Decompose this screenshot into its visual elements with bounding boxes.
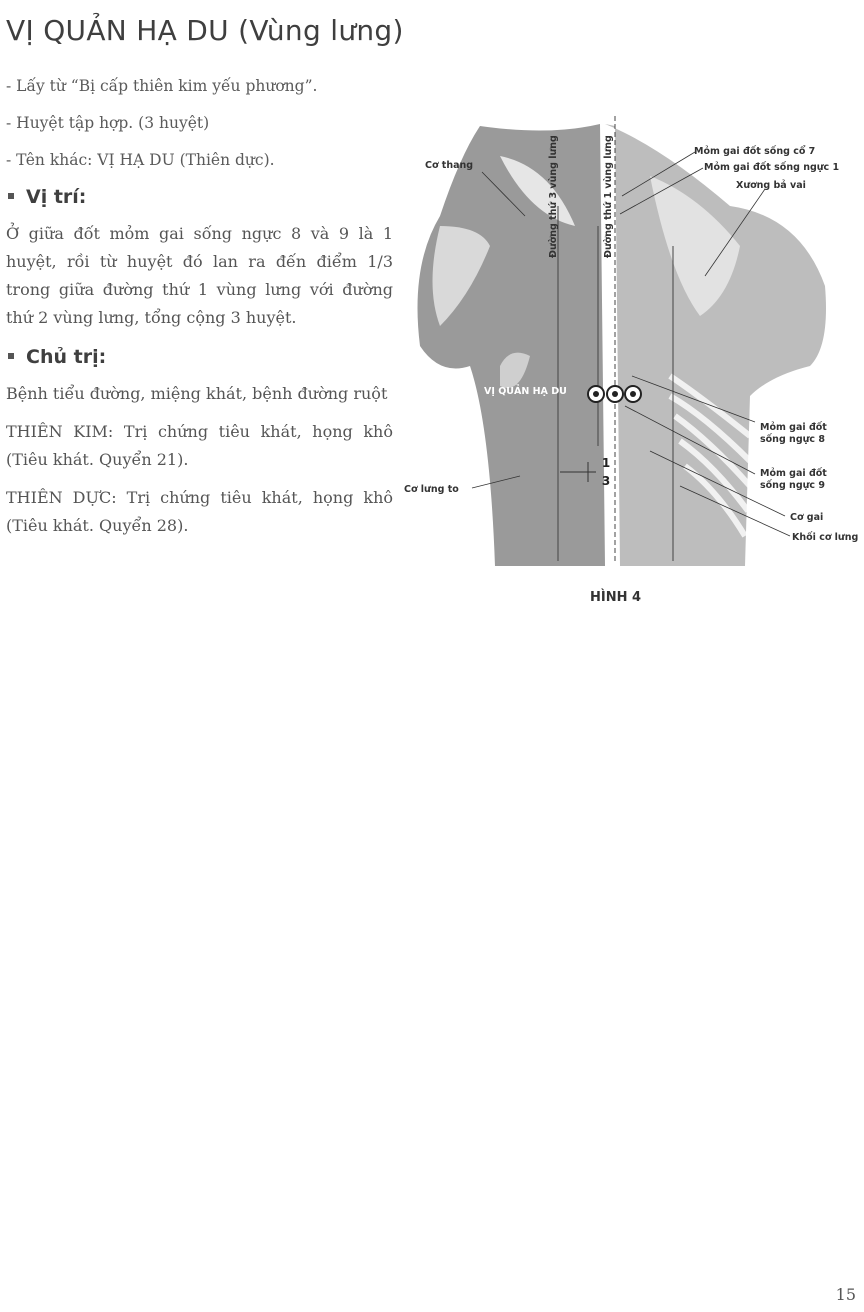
label-t8: Mỏm gai đốt sống ngực 8 [760, 422, 827, 445]
location-paragraph: Ở giữa đốt mỏm gai sống ngực 8 và 9 là 1 huyệt, rồi từ huyệt đó lan ra đến điểm 1/3 trong giữa đường thứ 1 vùng lưng với đường thứ 2 vùng lưng, tổng cộng 3 huyệt. [6, 224, 393, 327]
label-co-lung-to: Cơ lưng to [404, 484, 459, 495]
page-number: 15 [835, 1285, 856, 1304]
indications-paragraph-3: THIÊN DỰC: Trị chứng tiêu khát, họng khô (Tiêu khát. Quyển 28). [6, 488, 393, 535]
label-khoi-co-lung: Khối cơ lưng [792, 532, 859, 543]
label-duong-3: Đường thứ 3 vùng lưng [548, 135, 559, 258]
label-duong-1: Đường thứ 1 vùng lưng [603, 135, 614, 258]
square-bullet-icon [8, 193, 14, 199]
intro-alt-name: - Tên khác: VỊ HẠ DU (Thiên dực). [6, 148, 393, 172]
label-c7: Mỏm gai đốt sống cổ 7 [694, 146, 816, 157]
fraction-denominator: 3 [601, 474, 611, 488]
intro-source: - Lấy từ “Bị cấp thiên kim yếu phương”. [6, 74, 393, 98]
section-heading-indications: Chủ trị: [6, 346, 393, 368]
figure-caption: HÌNH 4 [590, 590, 642, 605]
anatomy-figure [400, 96, 864, 616]
section-heading-location: Vị trí: [6, 186, 393, 208]
fraction-numerator: 1 [601, 456, 611, 470]
label-t9: Mỏm gai đốt sống ngực 9 [760, 468, 827, 491]
text-column [6, 74, 393, 550]
square-bullet-icon [8, 353, 14, 359]
indications-paragraph-1: Bệnh tiểu đường, miệng khát, bệnh đường ruột [6, 384, 388, 403]
label-co-thang: Cơ thang [425, 160, 474, 171]
indications-paragraph-2: THIÊN KIM: Trị chứng tiêu khát, họng khô (Tiêu khát. Quyển 21). [6, 422, 393, 469]
label-point: VỊ QUẢN HẠ DU [484, 386, 567, 397]
label-co-gai: Cơ gai [790, 512, 824, 523]
label-xuong-ba-vai: Xương bả vai [736, 180, 806, 191]
label-t1: Mỏm gai đốt sống ngực 1 [704, 162, 840, 173]
page-title: VỊ QUẢN HẠ DU (Vùng lưng) [6, 14, 404, 47]
intro-group: - Huyệt tập hợp. (3 huyệt) [6, 111, 393, 135]
